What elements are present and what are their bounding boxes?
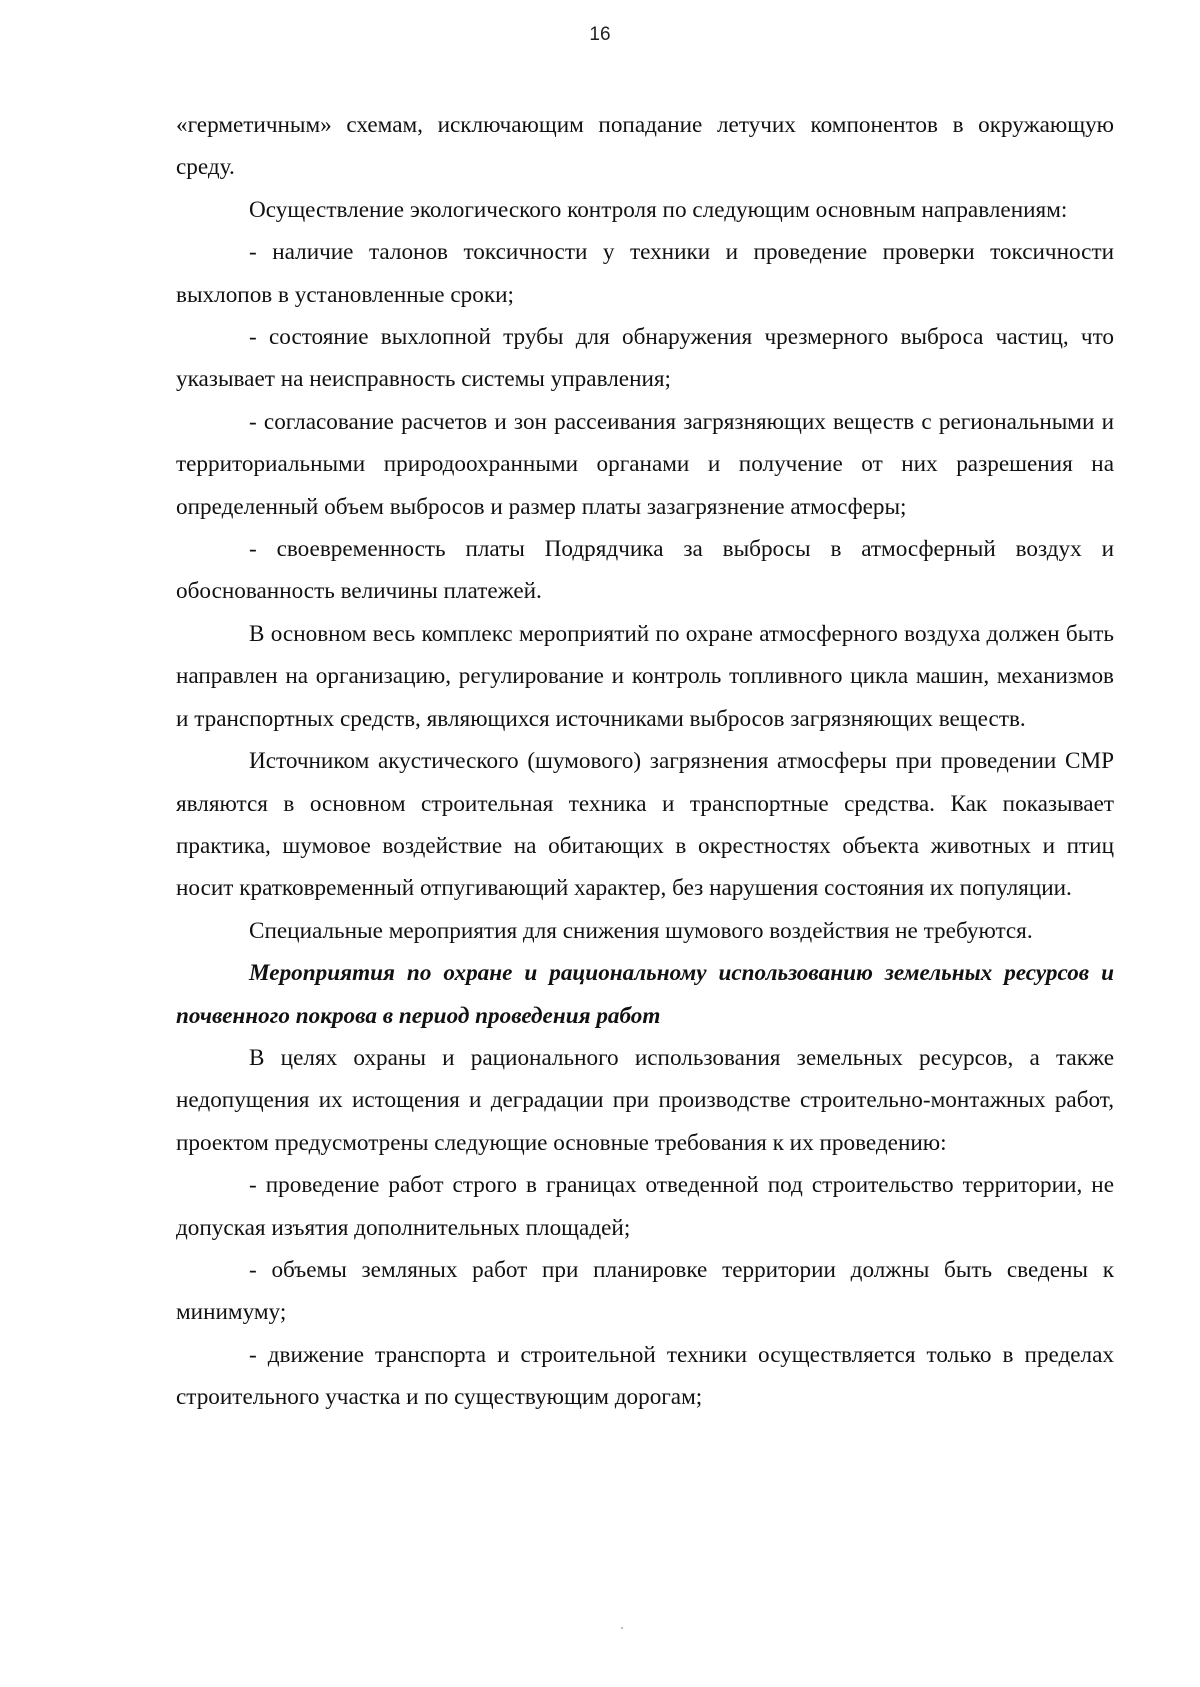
list-item-dispersion-approval: - согласование расчетов и зон рассеивания загрязняющих веществ с региональными и территориальными природоохранными органами и получение от них разрешения на определенный объем выбросов и размер платы зазагрязнение атмосферы; (176, 408, 1114, 520)
list-item-traffic: - движение транспорта и строительной техники осуществляется только в пределах строительного участка и по существующим дорогам; (176, 1341, 1114, 1411)
list-item-work-boundaries: - проведение работ строго в границах отведенной под строительство территории, не допуская изъятия дополнительных площадей; (176, 1172, 1114, 1241)
list-item-toxicity-coupons: - наличие талонов токсичности у техники и проведение проверки токсичности выхлопов в установленные сроки; (176, 239, 1114, 308)
paragraph-acoustic-pollution: Источником акустического (шумового) загрязнения атмосферы при проведении СМР являются в основном строительная техника и транспортные средства. Как показывает практика, шумовое воздействие на обитающих в окрестностях объекта животных и птиц носит кратковременный отпугивающий характер, без нарушения состояния их популяции. (176, 748, 1114, 902)
scan-speck (621, 1627, 623, 1629)
document-body (176, 104, 1114, 1419)
paragraph-land-protection: В целях охраны и рационального использования земельных ресурсов, а также недопущения их истощения и деградации при производстве строительно-монтажных работ, проектом предусмотрены следующие основные требования к их проведению: (176, 1044, 1114, 1156)
paragraph-eco-control-intro: Осуществление экологического контроля по следующим основным направлениям: (249, 196, 1068, 223)
list-item-exhaust-pipe: - состояние выхлопной трубы для обнаружения чрезмерного выброса частиц, что указывает на неисправность системы управления; (176, 324, 1114, 393)
paragraph-noise-measures: Специальные мероприятия для снижения шумового воздействия не требуются. (249, 917, 1033, 944)
page-number: 16 (589, 24, 611, 45)
section-heading-land-resources: Мероприятия по охране и рациональному использованию земельных ресурсов и почвенного покрова в период проведения работ (176, 960, 1114, 1029)
paragraph-continuation: «герметичным» схемам, исключающим попадание летучих компонентов в окружающую среду. (176, 112, 1114, 181)
list-item-contractor-payments: - своевременность платы Подрядчика за выбросы в атмосферный воздух и обоснованность величины платежей. (176, 536, 1114, 605)
list-item-earthworks: - объемы земляных работ при планировке территории должны быть сведены к минимуму; (176, 1256, 1114, 1326)
paragraph-air-protection: В основном весь комплекс мероприятий по охране атмосферного воздуха должен быть направлен на организацию, регулирование и контроль топливного цикла машин, механизмов и транспортных средств, являющихся источниками выбросов загрязняющих веществ. (176, 620, 1114, 732)
